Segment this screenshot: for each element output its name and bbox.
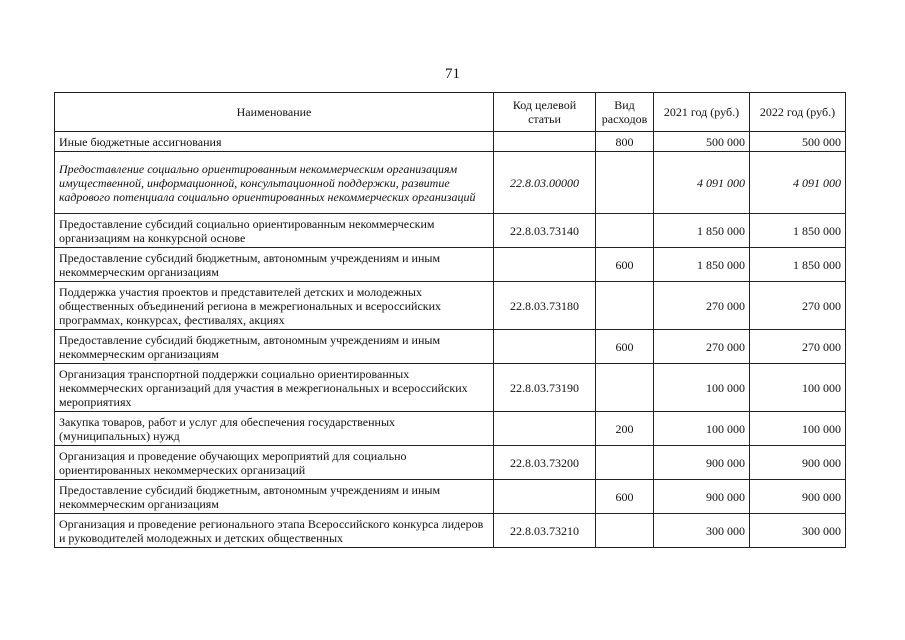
table-row bbox=[55, 282, 846, 330]
row-name: Предоставление субсидий социально ориентированным некоммерческим организациям на конкурсной основе bbox=[55, 214, 494, 248]
row-2022: 100 000 bbox=[750, 412, 846, 446]
row-2021: 1 850 000 bbox=[654, 214, 750, 248]
table-row bbox=[55, 446, 846, 480]
row-2021: 1 850 000 bbox=[654, 248, 750, 282]
table-body bbox=[55, 132, 846, 548]
row-vid bbox=[596, 214, 654, 248]
row-2021: 900 000 bbox=[654, 446, 750, 480]
table-row bbox=[55, 514, 846, 548]
row-code bbox=[494, 412, 596, 446]
row-name: Предоставление субсидий бюджетным, автономным учреждениям и иным некоммерческим организациям bbox=[55, 480, 494, 514]
table-row bbox=[55, 132, 846, 152]
row-2022: 900 000 bbox=[750, 480, 846, 514]
row-code: 22.8.03.73200 bbox=[494, 446, 596, 480]
row-name: Иные бюджетные ассигнования bbox=[55, 132, 494, 152]
row-vid bbox=[596, 152, 654, 214]
table-header-row bbox=[55, 93, 846, 132]
row-2022: 270 000 bbox=[750, 330, 846, 364]
table-row bbox=[55, 412, 846, 446]
row-code: 22.8.03.73210 bbox=[494, 514, 596, 548]
row-vid: 600 bbox=[596, 330, 654, 364]
row-2021: 100 000 bbox=[654, 412, 750, 446]
table-row bbox=[55, 152, 846, 214]
table-row bbox=[55, 330, 846, 364]
row-2021: 270 000 bbox=[654, 282, 750, 330]
row-2021: 900 000 bbox=[654, 480, 750, 514]
row-code bbox=[494, 132, 596, 152]
row-2022: 100 000 bbox=[750, 364, 846, 412]
page-number: 71 bbox=[445, 66, 460, 82]
row-vid bbox=[596, 364, 654, 412]
header-code: Код целевой статьи bbox=[494, 93, 596, 132]
row-2021: 300 000 bbox=[654, 514, 750, 548]
row-vid bbox=[596, 446, 654, 480]
row-2022: 4 091 000 bbox=[750, 152, 846, 214]
row-vid: 600 bbox=[596, 248, 654, 282]
row-code bbox=[494, 480, 596, 514]
row-2022: 500 000 bbox=[750, 132, 846, 152]
row-vid: 600 bbox=[596, 480, 654, 514]
row-2022: 1 850 000 bbox=[750, 214, 846, 248]
row-vid: 200 bbox=[596, 412, 654, 446]
row-code bbox=[494, 330, 596, 364]
row-vid bbox=[596, 282, 654, 330]
header-vid: Вид расходов bbox=[596, 93, 654, 132]
row-code: 22.8.03.73190 bbox=[494, 364, 596, 412]
row-name: Предоставление субсидий бюджетным, автономным учреждениям и иным некоммерческим организациям bbox=[55, 330, 494, 364]
row-2022: 900 000 bbox=[750, 446, 846, 480]
row-2022: 300 000 bbox=[750, 514, 846, 548]
row-2022: 270 000 bbox=[750, 282, 846, 330]
row-name: Организация транспортной поддержки социально ориентированных некоммерческих организаций для участия в межрегиональных и всероссийских мероприятиях bbox=[55, 364, 494, 412]
table-row bbox=[55, 480, 846, 514]
row-name: Предоставление социально ориентированным некоммерческим организациям имущественной, информационной, консультационной поддержки, развитие кадрового потенциала социально ориентированных некоммерческих организаций bbox=[55, 152, 494, 214]
table-row bbox=[55, 364, 846, 412]
row-2021: 270 000 bbox=[654, 330, 750, 364]
row-2021: 100 000 bbox=[654, 364, 750, 412]
row-2022: 1 850 000 bbox=[750, 248, 846, 282]
row-code bbox=[494, 248, 596, 282]
row-name: Закупка товаров, работ и услуг для обеспечения государственных (муниципальных) нужд bbox=[55, 412, 494, 446]
header-2021: 2021 год (руб.) bbox=[654, 93, 750, 132]
row-name: Поддержка участия проектов и представителей детских и молодежных общественных объединений региона в межрегиональных и всероссийских программах, конкурсах, фестивалях, акциях bbox=[55, 282, 494, 330]
row-2021: 500 000 bbox=[654, 132, 750, 152]
row-code: 22.8.03.73180 bbox=[494, 282, 596, 330]
row-name: Предоставление субсидий бюджетным, автономным учреждениям и иным некоммерческим организациям bbox=[55, 248, 494, 282]
row-vid: 800 bbox=[596, 132, 654, 152]
header-name: Наименование bbox=[55, 93, 494, 132]
header-2022: 2022 год (руб.) bbox=[750, 93, 846, 132]
row-code: 22.8.03.00000 bbox=[494, 152, 596, 214]
table-row bbox=[55, 214, 846, 248]
row-code: 22.8.03.73140 bbox=[494, 214, 596, 248]
row-vid bbox=[596, 514, 654, 548]
row-name: Организация и проведение регионального этапа Всероссийского конкурса лидеров и руководителей молодежных и детских общественных bbox=[55, 514, 494, 548]
budget-table bbox=[54, 92, 846, 548]
table-row bbox=[55, 248, 846, 282]
row-2021: 4 091 000 bbox=[654, 152, 750, 214]
row-name: Организация и проведение обучающих мероприятий для социально ориентированных некоммерческих организаций bbox=[55, 446, 494, 480]
